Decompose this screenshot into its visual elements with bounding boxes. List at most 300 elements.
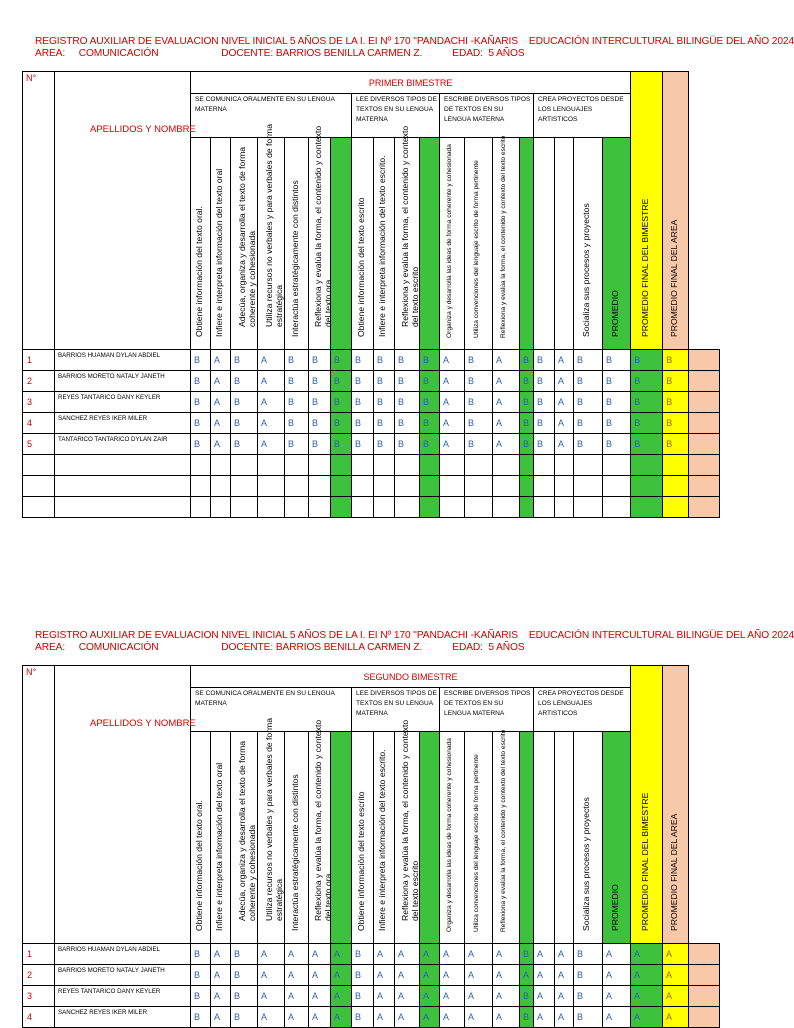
grade-promedio: B	[420, 434, 440, 455]
grade-cell: B	[374, 350, 395, 371]
grade-cell	[534, 455, 555, 476]
grade-cell	[534, 476, 555, 497]
grade-cell: A	[374, 944, 395, 965]
grade-cell: B	[309, 434, 331, 455]
promedio-column-header	[520, 732, 534, 944]
table-row	[23, 1007, 720, 1028]
grade-cell: A	[603, 1007, 631, 1028]
grade-cell: B	[231, 392, 258, 413]
grade-cell: A	[440, 413, 465, 434]
grade-cell: B	[231, 371, 258, 392]
grade-cell: A	[493, 986, 520, 1007]
promedio-header	[603, 732, 631, 944]
grade-final-area	[689, 476, 720, 497]
grade-promedio: A	[420, 1007, 440, 1028]
capacity-c1-1	[191, 732, 211, 944]
grade-cell: A	[211, 392, 231, 413]
competency-1: SE COMUNICA ORALMENTE EN SU LENGUA MATERNA	[191, 94, 352, 138]
grade-cell: A	[211, 434, 231, 455]
grade-cell	[493, 455, 520, 476]
student-name: TANTARICO TANTARICO DYLAN ZAIR	[55, 434, 191, 455]
grade-cell: A	[534, 965, 555, 986]
capacity-c1-6	[309, 125, 332, 350]
bimestre-title: SEGUNDO BIMESTRE	[191, 666, 631, 688]
grade-cell: B	[574, 434, 603, 455]
student-name: BARRIOS MORETO NATALY JANETH	[55, 965, 191, 986]
competency-2: LEE DIVERSOS TIPOS DE TEXTOS EN SU LENGUA MATERNA	[352, 94, 440, 138]
capacity-c4-empty	[555, 732, 574, 944]
student-number: 2	[23, 371, 55, 392]
grade-cell: B	[374, 434, 395, 455]
table-bimestre-1	[22, 71, 720, 518]
capacity-c4-empty	[534, 732, 555, 944]
grade-promedio: B	[631, 371, 663, 392]
grade-promedio	[331, 455, 352, 476]
table-row	[23, 965, 720, 986]
grade-promedio: B	[520, 944, 534, 965]
grade-cell: B	[374, 371, 395, 392]
grade-promedio: B	[420, 413, 440, 434]
grade-cell: B	[191, 434, 211, 455]
grade-cell: A	[211, 1007, 231, 1028]
table-row	[23, 986, 720, 1007]
grade-cell: B	[191, 1007, 211, 1028]
grade-final-area	[689, 392, 720, 413]
grade-cell: B	[395, 434, 420, 455]
grade-promedio: A	[631, 1007, 663, 1028]
grade-cell	[493, 476, 520, 497]
capacity-c1-2	[211, 732, 231, 944]
grade-cell: B	[285, 413, 309, 434]
grade-cell: B	[574, 944, 603, 965]
capacity-label: PROMEDIO	[609, 883, 620, 931]
grade-cell: A	[395, 965, 420, 986]
capacity-c4-1	[574, 732, 603, 944]
grade-final-bimestre: A	[663, 944, 689, 965]
grade-cell: A	[534, 1007, 555, 1028]
grade-cell	[465, 476, 493, 497]
grade-cell: B	[465, 371, 493, 392]
grade-promedio: A	[631, 986, 663, 1007]
grade-cell: B	[231, 986, 258, 1007]
grade-cell: A	[285, 986, 309, 1007]
grade-cell: B	[231, 434, 258, 455]
grade-promedio: B	[420, 392, 440, 413]
grade-cell: A	[603, 965, 631, 986]
capacity-label: PROMEDIO FINAL DEL BIMESTRE	[639, 198, 650, 337]
grade-cell	[258, 476, 285, 497]
grade-cell: B	[574, 350, 603, 371]
capacity-label: Reflexiona y evalúa la forma, el contenido y contexto del texto ora	[312, 125, 332, 327]
grade-cell: B	[352, 413, 374, 434]
grade-cell: A	[493, 944, 520, 965]
student-name: BARRIOS HUAMAN DYLAN ABDIEL	[55, 350, 191, 371]
header-title-1-b2: REGISTRO AUXILIAR DE EVALUACION NIVEL INICIAL 5 AÑOS DE LA I. EI Nº 170 "PANDACHI -KAÑARIS EDUCACIÓN INTERCULTURAL BILINGÜE DEL AÑO 2024	[35, 630, 794, 641]
grade-cell: B	[309, 350, 331, 371]
grade-promedio: A	[631, 944, 663, 965]
grade-cell: B	[534, 392, 555, 413]
grade-cell: A	[555, 392, 574, 413]
grade-cell	[555, 455, 574, 476]
grade-final-bimestre: B	[663, 413, 689, 434]
grade-cell: A	[211, 965, 231, 986]
grade-cell: B	[395, 350, 420, 371]
grade-cell	[603, 455, 631, 476]
table-row	[23, 350, 720, 371]
competency-4: CREA PROYECTOS DESDE LOS LENGUAJES ARTISTICOS	[534, 94, 631, 138]
grade-cell: B	[603, 392, 631, 413]
competency-3: ESCRIBE DIVERSOS TIPOS DE TEXTOS EN SU LENGUA MATERNA	[440, 688, 534, 732]
capacity-c3-3	[493, 135, 520, 350]
grade-cell: B	[285, 392, 309, 413]
table-row	[23, 455, 720, 476]
grade-final-bimestre	[663, 476, 689, 497]
grade-cell: A	[555, 1007, 574, 1028]
capacity-label: Utiliza recursos no verbales y para verbales de forma estratégica	[264, 124, 284, 327]
grade-cell	[374, 476, 395, 497]
student-number	[23, 455, 55, 476]
grade-cell: A	[465, 986, 493, 1007]
grade-cell	[309, 455, 331, 476]
grade-promedio: B	[331, 434, 352, 455]
capacity-label: Infiere e interpreta información del texto escrito.	[377, 748, 387, 931]
capacity-label: Organiza y desarrolla las ideas de forma coherente y cohesionada	[446, 144, 453, 338]
student-name: REYES TANTARICO DANY KEYLER	[55, 986, 191, 1007]
promedio-header	[603, 138, 631, 350]
capacity-label: Utiliza convenciones del lenguaje escrito de forma pertinente	[472, 160, 480, 338]
grade-cell: A	[493, 392, 520, 413]
grade-cell: B	[352, 434, 374, 455]
promedio-final-bimestre-header	[631, 666, 663, 944]
capacity-c4-1	[574, 138, 603, 350]
capacity-label: PROMEDIO FINAL DEL AREA	[668, 219, 679, 337]
grade-cell: A	[309, 944, 331, 965]
table-row	[23, 392, 720, 413]
grade-promedio	[631, 476, 663, 497]
grade-cell	[555, 476, 574, 497]
grade-cell	[285, 476, 309, 497]
capacity-label: PROMEDIO FINAL DEL BIMESTRE	[639, 792, 650, 931]
n-header: N°	[23, 666, 55, 944]
capacity-label: Socializa sus procesos y proyectos	[581, 796, 591, 931]
grade-cell	[352, 455, 374, 476]
grade-cell: B	[191, 413, 211, 434]
capacity-label: Infiere e interpreta información del texto oral	[213, 168, 224, 337]
grade-promedio: B	[631, 434, 663, 455]
grade-cell: A	[493, 350, 520, 371]
capacity-c2-2	[374, 732, 395, 944]
grade-cell: A	[211, 986, 231, 1007]
promedio-column-header	[420, 732, 440, 944]
grade-promedio	[520, 455, 534, 476]
apellidos-header	[55, 72, 196, 350]
grade-cell: A	[395, 986, 420, 1007]
grade-cell: A	[493, 965, 520, 986]
capacity-label: Reflexiona y evalúa la forma, el contenido y contexto del texto ora	[312, 719, 332, 921]
student-name	[55, 497, 191, 518]
grade-cell: A	[211, 371, 231, 392]
header-title-2-b2: AREA: COMUNICACIÓN DOCENTE: BARRIOS BENILLA CARMEN Z. EDAD: 5 AÑOS	[35, 642, 525, 653]
grade-cell: A	[285, 1007, 309, 1028]
grade-cell: A	[258, 965, 285, 986]
grade-cell: A	[374, 986, 395, 1007]
grade-final-bimestre: B	[663, 392, 689, 413]
grade-cell	[465, 455, 493, 476]
grade-cell: A	[440, 392, 465, 413]
grade-cell: A	[534, 944, 555, 965]
grade-cell: A	[555, 413, 574, 434]
promedio-column-header	[520, 138, 534, 350]
grade-cell	[465, 497, 493, 518]
grade-cell: B	[395, 413, 420, 434]
grade-cell: B	[603, 413, 631, 434]
grade-cell: B	[352, 965, 374, 986]
grade-final-bimestre: A	[663, 965, 689, 986]
grade-cell: B	[465, 434, 493, 455]
grade-promedio: B	[631, 392, 663, 413]
grade-cell: A	[440, 350, 465, 371]
grade-cell	[231, 476, 258, 497]
grade-cell	[231, 455, 258, 476]
grade-cell	[191, 455, 211, 476]
grade-promedio: B	[420, 350, 440, 371]
grade-promedio	[420, 476, 440, 497]
grade-cell: A	[555, 434, 574, 455]
student-number	[23, 497, 55, 518]
promedio-final-area-header	[663, 666, 689, 944]
capacity-label: PROMEDIO	[609, 289, 620, 337]
grade-cell	[440, 455, 465, 476]
capacity-label: Adecúa, organiza y desarrolla el texto de forma coherente y cohesionada	[237, 740, 257, 921]
grade-cell: A	[493, 1007, 520, 1028]
grade-cell: B	[534, 371, 555, 392]
grade-cell	[374, 455, 395, 476]
grade-cell	[285, 497, 309, 518]
capacity-label: Organiza y desarrolla las ideas de forma coherente y cohesionada	[446, 738, 453, 932]
grade-cell	[191, 476, 211, 497]
grade-cell	[191, 497, 211, 518]
student-number: 2	[23, 965, 55, 986]
grade-final-area	[689, 965, 720, 986]
table-row	[23, 944, 720, 965]
student-name: BARRIOS MORETO NATALY JANETH	[55, 371, 191, 392]
student-name	[55, 476, 191, 497]
competency-3: ESCRIBE DIVERSOS TIPOS DE TEXTOS EN SU LENGUA MATERNA	[440, 94, 534, 138]
grade-cell	[574, 455, 603, 476]
capacity-c3-2	[465, 732, 493, 944]
capacity-c1-4	[258, 124, 285, 350]
grade-cell	[352, 497, 374, 518]
grade-cell	[309, 497, 331, 518]
capacity-c1-2	[211, 138, 231, 350]
grade-cell	[574, 497, 603, 518]
capacity-label: PROMEDIO FINAL DEL AREA	[668, 813, 679, 931]
capacity-label: Obtiene información del texto escrito	[355, 791, 366, 931]
apellidos-label: APELLIDOS Y NOMBRE	[90, 124, 196, 135]
grade-cell: A	[493, 413, 520, 434]
capacity-label: Obtiene información del texto oral.	[193, 799, 204, 931]
student-name: BARRIOS HUAMAN DYLAN ABDIEL	[55, 944, 191, 965]
student-number: 4	[23, 413, 55, 434]
grade-cell: A	[465, 1007, 493, 1028]
capacity-label: Utiliza recursos no verbales y para verbales de forma estratégica	[264, 718, 284, 921]
grade-cell: B	[465, 350, 493, 371]
grade-final-area	[689, 497, 720, 518]
grade-cell: B	[285, 350, 309, 371]
grade-cell	[555, 497, 574, 518]
grade-cell: A	[309, 965, 331, 986]
capacity-c1-6	[309, 719, 332, 944]
capacity-c1-5	[285, 138, 309, 350]
capacity-c1-3	[231, 732, 258, 944]
grade-promedio: B	[631, 413, 663, 434]
student-name: REYES TANTARICO DANY KEYLER	[55, 392, 191, 413]
header-title-2: AREA: COMUNICACIÓN DOCENTE: BARRIOS BENILLA CARMEN Z. EDAD: 5 AÑOS	[35, 48, 525, 59]
grade-cell: A	[285, 965, 309, 986]
grade-final-bimestre: B	[663, 350, 689, 371]
grade-cell: B	[191, 965, 211, 986]
grade-final-area	[689, 434, 720, 455]
grade-cell: B	[352, 350, 374, 371]
student-number: 5	[23, 434, 55, 455]
grade-cell: B	[352, 986, 374, 1007]
grade-cell: A	[440, 1007, 465, 1028]
grade-cell: B	[374, 392, 395, 413]
n-header: N°	[23, 72, 55, 350]
grade-final-bimestre: A	[663, 986, 689, 1007]
grade-cell: B	[395, 392, 420, 413]
capacity-c3-3	[493, 729, 520, 944]
grade-cell: B	[191, 944, 211, 965]
grade-cell: A	[465, 944, 493, 965]
grade-cell: A	[258, 413, 285, 434]
grade-cell: B	[603, 434, 631, 455]
apellidos-header	[55, 666, 196, 944]
capacity-label: Socializa sus procesos y proyectos	[581, 202, 591, 337]
capacity-c3-1	[440, 138, 465, 350]
grade-cell: A	[258, 434, 285, 455]
grade-promedio: B	[520, 371, 534, 392]
grade-cell: B	[574, 392, 603, 413]
capacity-c2-1	[352, 732, 374, 944]
grade-cell: A	[309, 986, 331, 1007]
grade-cell: B	[309, 371, 331, 392]
grade-cell: B	[465, 413, 493, 434]
grade-cell: A	[440, 986, 465, 1007]
capacity-c4-empty	[534, 138, 555, 350]
grade-cell: A	[603, 944, 631, 965]
grade-final-bimestre: B	[663, 371, 689, 392]
grade-promedio	[331, 497, 352, 518]
promedio-final-area-header	[663, 72, 689, 350]
capacity-c3-2	[465, 138, 493, 350]
grade-final-bimestre: A	[663, 1007, 689, 1028]
grade-promedio	[520, 476, 534, 497]
grade-promedio: B	[520, 434, 534, 455]
capacity-label: Obtiene información del texto escrito	[355, 197, 366, 337]
grade-cell: A	[440, 965, 465, 986]
capacity-c1-5	[285, 732, 309, 944]
grade-cell	[574, 476, 603, 497]
capacity-label: Obtiene información del texto oral.	[193, 205, 204, 337]
grade-cell	[493, 497, 520, 518]
grade-final-area	[689, 944, 720, 965]
grade-cell: A	[258, 371, 285, 392]
grade-cell: A	[395, 944, 420, 965]
grade-cell	[395, 497, 420, 518]
grade-cell	[211, 455, 231, 476]
grade-final-area	[689, 986, 720, 1007]
grade-cell: A	[440, 944, 465, 965]
apellidos-label: APELLIDOS Y NOMBRE	[90, 718, 196, 729]
grade-cell	[440, 497, 465, 518]
capacity-c3-1	[440, 732, 465, 944]
grade-promedio: B	[331, 350, 352, 371]
capacity-label: Interactúa estratégicamente con distintos	[289, 179, 300, 337]
grade-cell: B	[231, 413, 258, 434]
promedio-column-header	[331, 138, 352, 350]
grade-promedio: B	[331, 371, 352, 392]
grade-promedio	[631, 455, 663, 476]
grade-cell: B	[352, 371, 374, 392]
grade-promedio: B	[520, 413, 534, 434]
grade-cell: B	[231, 965, 258, 986]
grade-cell: A	[555, 350, 574, 371]
grade-cell: A	[211, 413, 231, 434]
table-row	[23, 497, 720, 518]
grade-promedio: A	[631, 965, 663, 986]
competency-2: LEE DIVERSOS TIPOS DE TEXTOS EN SU LENGUA MATERNA	[352, 688, 440, 732]
grade-final-area	[689, 455, 720, 476]
grade-cell: A	[309, 1007, 331, 1028]
grade-cell: A	[493, 371, 520, 392]
grade-promedio	[420, 497, 440, 518]
grade-cell: B	[191, 350, 211, 371]
grade-cell: B	[574, 986, 603, 1007]
grade-promedio: B	[520, 986, 534, 1007]
grade-promedio: B	[520, 392, 534, 413]
grade-cell: A	[534, 986, 555, 1007]
grade-promedio: A	[331, 986, 352, 1007]
table-row	[23, 413, 720, 434]
grade-cell	[395, 476, 420, 497]
student-number: 1	[23, 944, 55, 965]
grade-cell: B	[309, 392, 331, 413]
capacity-c2-3	[395, 719, 420, 944]
grade-cell: B	[309, 413, 331, 434]
grade-cell: B	[534, 434, 555, 455]
grade-cell: B	[574, 371, 603, 392]
grade-cell	[231, 497, 258, 518]
promedio-final-bimestre-header	[631, 72, 663, 350]
grade-cell: A	[555, 965, 574, 986]
grade-cell	[211, 476, 231, 497]
grade-cell: A	[258, 1007, 285, 1028]
competency-1: SE COMUNICA ORALMENTE EN SU LENGUA MATERNA	[191, 688, 352, 732]
grade-promedio: B	[631, 350, 663, 371]
grade-cell: B	[603, 371, 631, 392]
grade-cell	[603, 497, 631, 518]
grade-cell: A	[211, 944, 231, 965]
grade-cell: A	[258, 986, 285, 1007]
grade-promedio: A	[420, 965, 440, 986]
grade-cell: B	[231, 1007, 258, 1028]
grade-cell	[603, 476, 631, 497]
grade-cell: A	[374, 965, 395, 986]
capacity-label: Reflexiona y evalúa la forma, el contenido y contexto del texto escrito	[500, 729, 507, 932]
grade-final-bimestre	[663, 455, 689, 476]
grade-cell	[440, 476, 465, 497]
